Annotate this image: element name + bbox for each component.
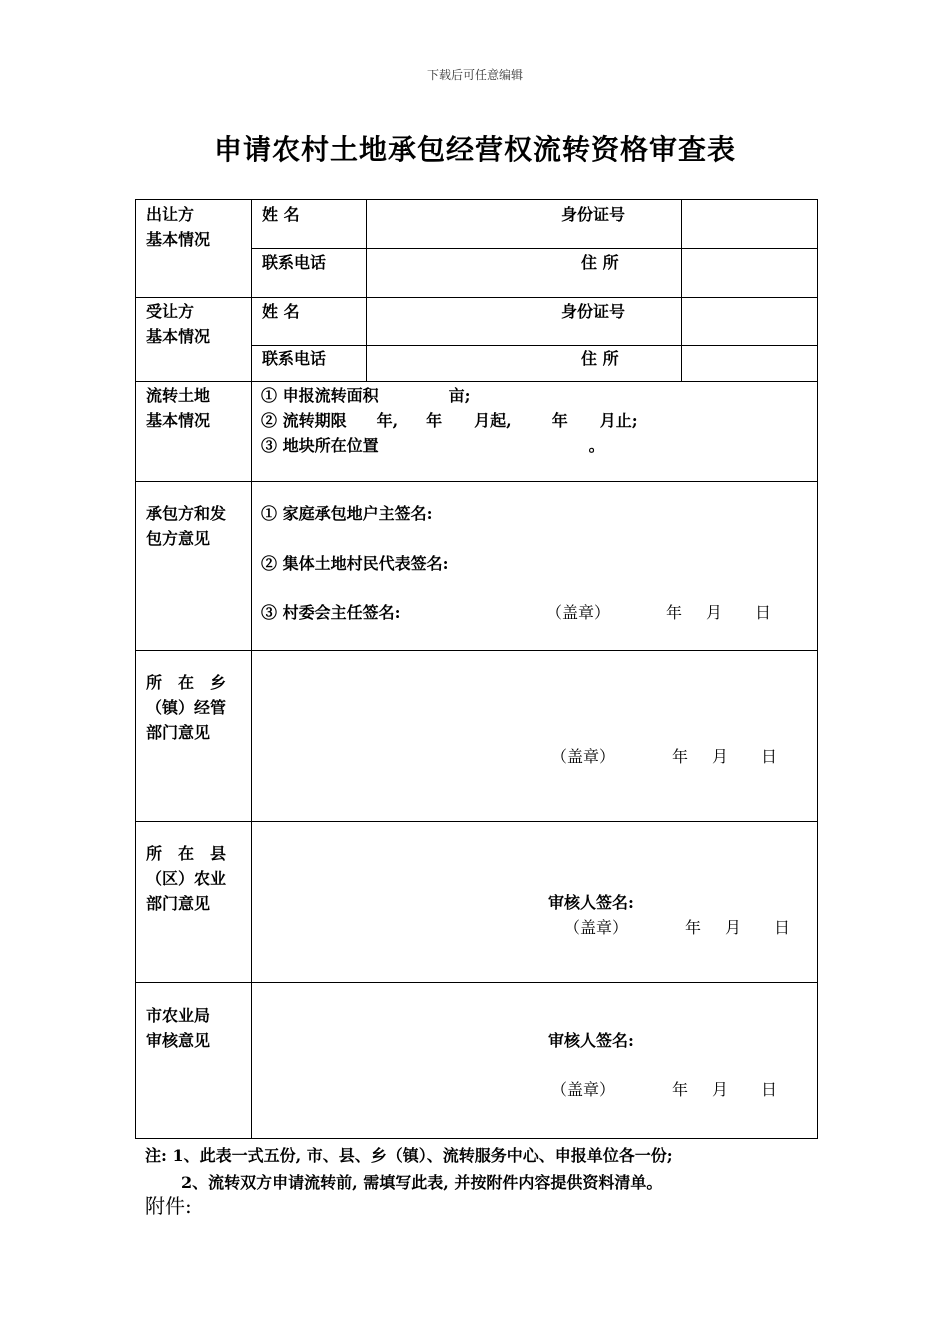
transferor-name-label: 姓 名 bbox=[262, 205, 300, 224]
note-line-1: 注: 1、此表一式五份, 市、县、乡（镇）、流转服务中心、申报单位各一份; bbox=[145, 1146, 673, 1165]
transferee-section-label: 受让方 基本情况 bbox=[146, 302, 211, 346]
form-notes bbox=[145, 1142, 673, 1196]
header-note: 下载后可任意编辑 bbox=[426, 68, 523, 82]
row-divider bbox=[251, 248, 818, 249]
land-period-line: ② 流转期限 年, 年 月起, 年 月止; bbox=[261, 411, 638, 430]
transferee-phone-label: 联系电话 bbox=[262, 349, 327, 368]
land-area-line: ① 申报流转面积 亩; bbox=[261, 386, 471, 405]
row-divider bbox=[136, 381, 818, 382]
household-signature-line: ① 家庭承包地户主签名: bbox=[261, 504, 433, 523]
transferee-id-label: 身份证号 bbox=[561, 302, 626, 321]
transferee-name-label: 姓 名 bbox=[262, 302, 300, 321]
row-divider bbox=[136, 650, 818, 651]
seal-label: （盖章） bbox=[546, 603, 611, 622]
date-day: 日 bbox=[761, 1080, 778, 1099]
land-location-line: ③ 地块所在位置 。 bbox=[261, 436, 605, 455]
date-year: 年 bbox=[685, 918, 702, 937]
review-form-table bbox=[135, 199, 818, 1139]
city-reviewer-signature: 审核人签名: bbox=[548, 1031, 634, 1050]
row-divider bbox=[136, 297, 818, 298]
note-line-2: 2、流转双方申请流转前, 需填写此表, 并按附件内容提供资料清单。 bbox=[181, 1173, 663, 1192]
row-divider bbox=[251, 345, 818, 346]
row-divider bbox=[136, 481, 818, 482]
transferor-id-label: 身份证号 bbox=[561, 205, 626, 224]
row-divider bbox=[136, 982, 818, 983]
date-day: 日 bbox=[761, 747, 778, 766]
seal-label: （盖章） bbox=[564, 918, 629, 937]
date-year: 年 bbox=[666, 603, 683, 622]
seal-label: （盖章） bbox=[551, 1080, 616, 1099]
county-section-label: 所 在 县 （区）农业 部门意见 bbox=[146, 844, 227, 913]
transferor-phone-label: 联系电话 bbox=[262, 253, 327, 272]
column-divider bbox=[366, 200, 367, 381]
transferor-section-label: 出让方 基本情况 bbox=[146, 205, 211, 249]
city-section-label: 市农业局 审核意见 bbox=[146, 1006, 211, 1050]
township-section-label: 所 在 乡 （镇）经管 部门意见 bbox=[146, 673, 227, 742]
committee-director-signature-line: ③ 村委会主任签名: bbox=[261, 603, 401, 622]
date-day: 日 bbox=[774, 918, 791, 937]
contract-section-label: 承包方和发 包方意见 bbox=[146, 504, 227, 548]
page-title: 申请农村土地承包经营权流转资格审查表 bbox=[213, 133, 736, 166]
village-rep-signature-line: ② 集体土地村民代表签名: bbox=[261, 554, 449, 573]
transferee-address-label: 住 所 bbox=[581, 349, 619, 368]
row-divider bbox=[136, 821, 818, 822]
date-month: 月 bbox=[725, 918, 742, 937]
attachment-label: 附件: bbox=[145, 1194, 192, 1218]
column-divider bbox=[681, 200, 682, 381]
date-day: 日 bbox=[755, 603, 772, 622]
county-reviewer-signature: 审核人签名: bbox=[548, 893, 634, 912]
seal-label: （盖章） bbox=[551, 747, 616, 766]
column-divider bbox=[251, 200, 252, 1139]
transferor-address-label: 住 所 bbox=[581, 253, 619, 272]
land-section-label: 流转土地 基本情况 bbox=[146, 386, 211, 430]
date-month: 月 bbox=[712, 747, 729, 766]
date-year: 年 bbox=[672, 1080, 689, 1099]
date-month: 月 bbox=[706, 603, 723, 622]
date-year: 年 bbox=[672, 747, 689, 766]
date-month: 月 bbox=[712, 1080, 729, 1099]
